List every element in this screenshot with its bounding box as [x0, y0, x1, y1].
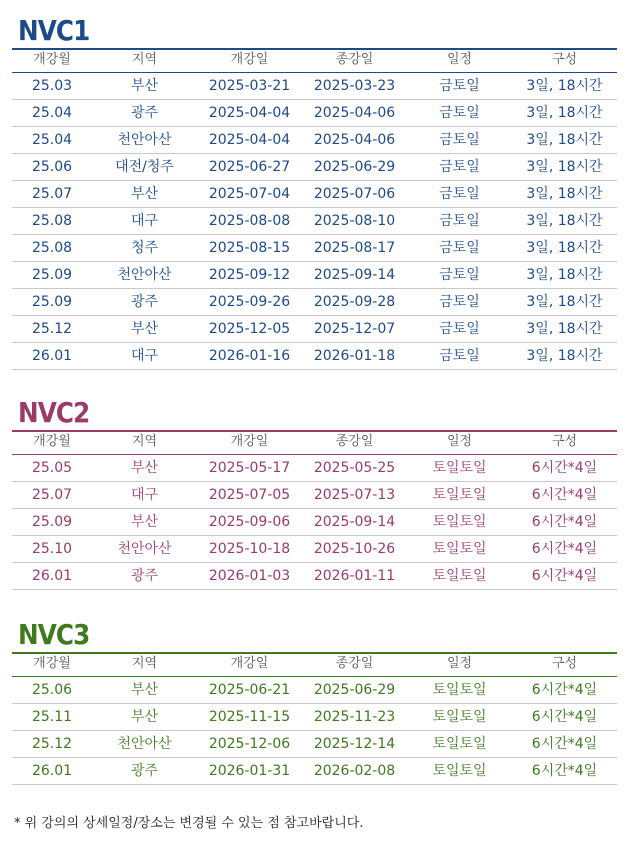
cell-composition: 3일, 18시간 — [526, 132, 603, 148]
cell-end-date: 2025-07-06 — [313, 186, 396, 202]
cell-schedule: 금토일 — [439, 294, 480, 310]
cell-month: 25.04 — [31, 105, 73, 121]
section-nvc2 — [12, 396, 617, 590]
cell-month: 25.06 — [31, 159, 73, 175]
section-nvc1 — [12, 14, 617, 370]
schedule-table — [12, 430, 617, 590]
cell-month: 25.10 — [31, 541, 73, 557]
cell-schedule: 토일토일 — [432, 460, 487, 476]
cell-composition: 3일, 18시간 — [526, 186, 603, 202]
cell-schedule: 토일토일 — [432, 763, 487, 779]
table-row — [12, 703, 617, 730]
cell-start-date: 2025-10-18 — [208, 541, 291, 557]
cell-schedule: 금토일 — [439, 213, 480, 229]
cell-region: 광주 — [130, 294, 159, 310]
header-region: 지역 — [131, 434, 158, 449]
cell-schedule: 토일토일 — [432, 541, 487, 557]
header-schedule: 일정 — [446, 434, 473, 449]
header-schedule: 일정 — [446, 656, 473, 671]
table-row — [12, 234, 617, 261]
section-title: NVC1 — [18, 14, 90, 47]
cell-start-date: 2025-06-21 — [208, 682, 291, 698]
header-end-date: 종강일 — [335, 434, 374, 449]
cell-start-date: 2025-12-05 — [208, 321, 291, 337]
cell-schedule: 금토일 — [439, 321, 480, 337]
cell-end-date: 2025-04-06 — [313, 132, 396, 148]
cell-month: 25.09 — [31, 514, 73, 530]
cell-end-date: 2025-10-26 — [313, 541, 396, 557]
cell-month: 25.04 — [31, 132, 73, 148]
cell-schedule: 토일토일 — [432, 682, 487, 698]
cell-start-date: 2025-03-21 — [208, 78, 291, 94]
table-row — [12, 315, 617, 342]
cell-composition: 6시간*4일 — [531, 709, 598, 725]
cell-region: 천안아산 — [117, 541, 172, 557]
cell-composition: 6시간*4일 — [531, 568, 598, 584]
cell-month: 25.06 — [31, 682, 73, 698]
cell-month: 25.09 — [31, 267, 73, 283]
cell-start-date: 2026-01-16 — [208, 348, 291, 364]
table-row — [12, 180, 617, 207]
cell-region: 부산 — [130, 709, 159, 725]
cell-region: 광주 — [130, 763, 159, 779]
cell-composition: 6시간*4일 — [531, 736, 598, 752]
cell-end-date: 2025-08-10 — [313, 213, 396, 229]
cell-region: 광주 — [130, 105, 159, 121]
cell-composition: 6시간*4일 — [531, 460, 598, 476]
table-row — [12, 99, 617, 126]
cell-schedule: 금토일 — [439, 78, 480, 94]
header-month: 개강월 — [33, 52, 71, 67]
cell-start-date: 2025-09-06 — [208, 514, 291, 530]
cell-end-date: 2025-12-07 — [313, 321, 396, 337]
cell-start-date: 2025-09-26 — [208, 294, 291, 310]
header-start-date: 개강일 — [230, 656, 269, 671]
cell-composition: 3일, 18시간 — [526, 294, 603, 310]
cell-start-date: 2025-06-27 — [208, 159, 291, 175]
cell-schedule: 금토일 — [439, 348, 480, 364]
cell-end-date: 2025-09-14 — [313, 514, 396, 530]
cell-month: 26.01 — [31, 763, 73, 779]
cell-start-date: 2025-07-04 — [208, 186, 291, 202]
cell-start-date: 2026-01-03 — [208, 568, 291, 584]
cell-schedule: 토일토일 — [432, 568, 487, 584]
cell-end-date: 2026-01-18 — [313, 348, 396, 364]
header-end-date: 종강일 — [335, 656, 374, 671]
cell-schedule: 금토일 — [439, 132, 480, 148]
header-end-date: 종강일 — [335, 52, 374, 67]
cell-month: 26.01 — [31, 568, 73, 584]
cell-schedule: 금토일 — [439, 159, 480, 175]
cell-start-date: 2025-09-12 — [208, 267, 291, 283]
cell-month: 25.07 — [31, 487, 73, 503]
cell-composition: 3일, 18시간 — [526, 348, 603, 364]
cell-region: 천안아산 — [117, 132, 172, 148]
cell-start-date: 2026-01-31 — [208, 763, 291, 779]
header-region: 지역 — [131, 656, 158, 671]
cell-region: 대구 — [130, 348, 159, 364]
cell-composition: 3일, 18시간 — [526, 321, 603, 337]
cell-month: 25.05 — [31, 460, 73, 476]
table-row — [12, 508, 617, 535]
cell-region: 부산 — [130, 321, 159, 337]
header-composition: 구성 — [551, 434, 578, 449]
table-row — [12, 676, 617, 703]
cell-schedule: 토일토일 — [432, 487, 487, 503]
header-start-date: 개강일 — [230, 434, 269, 449]
schedule-table — [12, 48, 617, 370]
cell-month: 26.01 — [31, 348, 73, 364]
cell-schedule: 토일토일 — [432, 709, 487, 725]
cell-composition: 6시간*4일 — [531, 682, 598, 698]
header-schedule: 일정 — [446, 52, 473, 67]
header-month: 개강월 — [33, 656, 71, 671]
cell-month: 25.09 — [31, 294, 73, 310]
cell-schedule: 토일토일 — [432, 736, 487, 752]
cell-start-date: 2025-08-15 — [208, 240, 291, 256]
cell-month: 25.12 — [31, 321, 73, 337]
cell-end-date: 2026-01-11 — [313, 568, 396, 584]
cell-schedule: 금토일 — [439, 186, 480, 202]
cell-composition: 6시간*4일 — [531, 541, 598, 557]
cell-month: 25.08 — [31, 240, 73, 256]
header-composition: 구성 — [551, 52, 578, 67]
cell-start-date: 2025-11-15 — [208, 709, 291, 725]
cell-end-date: 2025-09-14 — [313, 267, 396, 283]
cell-composition: 6시간*4일 — [531, 514, 598, 530]
table-header — [12, 48, 617, 72]
table-header — [12, 652, 617, 676]
table-row — [12, 261, 617, 288]
cell-region: 부산 — [130, 682, 159, 698]
cell-end-date: 2025-12-14 — [313, 736, 396, 752]
cell-composition: 3일, 18시간 — [526, 240, 603, 256]
cell-region: 부산 — [130, 460, 159, 476]
header-month: 개강월 — [33, 434, 71, 449]
cell-month: 25.07 — [31, 186, 73, 202]
table-row — [12, 757, 617, 785]
table-row — [12, 454, 617, 481]
table-row — [12, 730, 617, 757]
cell-region: 천안아산 — [117, 736, 172, 752]
header-region: 지역 — [131, 52, 158, 67]
cell-schedule: 토일토일 — [432, 514, 487, 530]
table-row — [12, 126, 617, 153]
cell-composition: 6시간*4일 — [531, 487, 598, 503]
cell-start-date: 2025-07-05 — [208, 487, 291, 503]
cell-schedule: 금토일 — [439, 267, 480, 283]
cell-composition: 6시간*4일 — [531, 763, 598, 779]
cell-region: 광주 — [130, 568, 159, 584]
table-row — [12, 288, 617, 315]
cell-start-date: 2025-12-06 — [208, 736, 291, 752]
cell-month: 25.03 — [31, 78, 73, 94]
cell-composition: 3일, 18시간 — [526, 78, 603, 94]
section-title: NVC2 — [18, 396, 90, 429]
cell-month: 25.12 — [31, 736, 73, 752]
cell-region: 부산 — [130, 78, 159, 94]
cell-composition: 3일, 18시간 — [526, 159, 603, 175]
cell-end-date: 2025-06-29 — [313, 682, 396, 698]
table-row — [12, 72, 617, 99]
section-nvc3 — [12, 618, 617, 785]
cell-end-date: 2025-03-23 — [313, 78, 396, 94]
cell-end-date: 2026-02-08 — [313, 763, 396, 779]
schedule-table — [12, 652, 617, 785]
footnote: * 위 강의의 상세일정/장소는 변경될 수 있는 점 참고바랍니다. — [14, 816, 364, 831]
table-row — [12, 562, 617, 590]
header-start-date: 개강일 — [230, 52, 269, 67]
cell-end-date: 2025-07-13 — [313, 487, 396, 503]
header-composition: 구성 — [551, 656, 578, 671]
cell-month: 25.08 — [31, 213, 73, 229]
cell-end-date: 2025-09-28 — [313, 294, 396, 310]
section-title: NVC3 — [18, 618, 90, 651]
cell-start-date: 2025-08-08 — [208, 213, 291, 229]
cell-start-date: 2025-04-04 — [208, 132, 291, 148]
table-row — [12, 342, 617, 370]
cell-month: 25.11 — [31, 709, 73, 725]
cell-composition: 3일, 18시간 — [526, 105, 603, 121]
cell-schedule: 금토일 — [439, 240, 480, 256]
cell-region: 부산 — [130, 186, 159, 202]
cell-region: 대전/청주 — [115, 159, 174, 175]
cell-end-date: 2025-04-06 — [313, 105, 396, 121]
cell-start-date: 2025-05-17 — [208, 460, 291, 476]
table-row — [12, 153, 617, 180]
table-row — [12, 535, 617, 562]
cell-region: 천안아산 — [117, 267, 172, 283]
cell-region: 대구 — [130, 213, 159, 229]
table-row — [12, 207, 617, 234]
table-header — [12, 430, 617, 454]
cell-composition: 3일, 18시간 — [526, 213, 603, 229]
table-row — [12, 481, 617, 508]
cell-start-date: 2025-04-04 — [208, 105, 291, 121]
cell-region: 부산 — [130, 514, 159, 530]
cell-end-date: 2025-06-29 — [313, 159, 396, 175]
cell-end-date: 2025-08-17 — [313, 240, 396, 256]
cell-schedule: 금토일 — [439, 105, 480, 121]
cell-composition: 3일, 18시간 — [526, 267, 603, 283]
cell-region: 청주 — [130, 240, 159, 256]
cell-end-date: 2025-11-23 — [313, 709, 396, 725]
cell-region: 대구 — [130, 487, 159, 503]
cell-end-date: 2025-05-25 — [313, 460, 396, 476]
